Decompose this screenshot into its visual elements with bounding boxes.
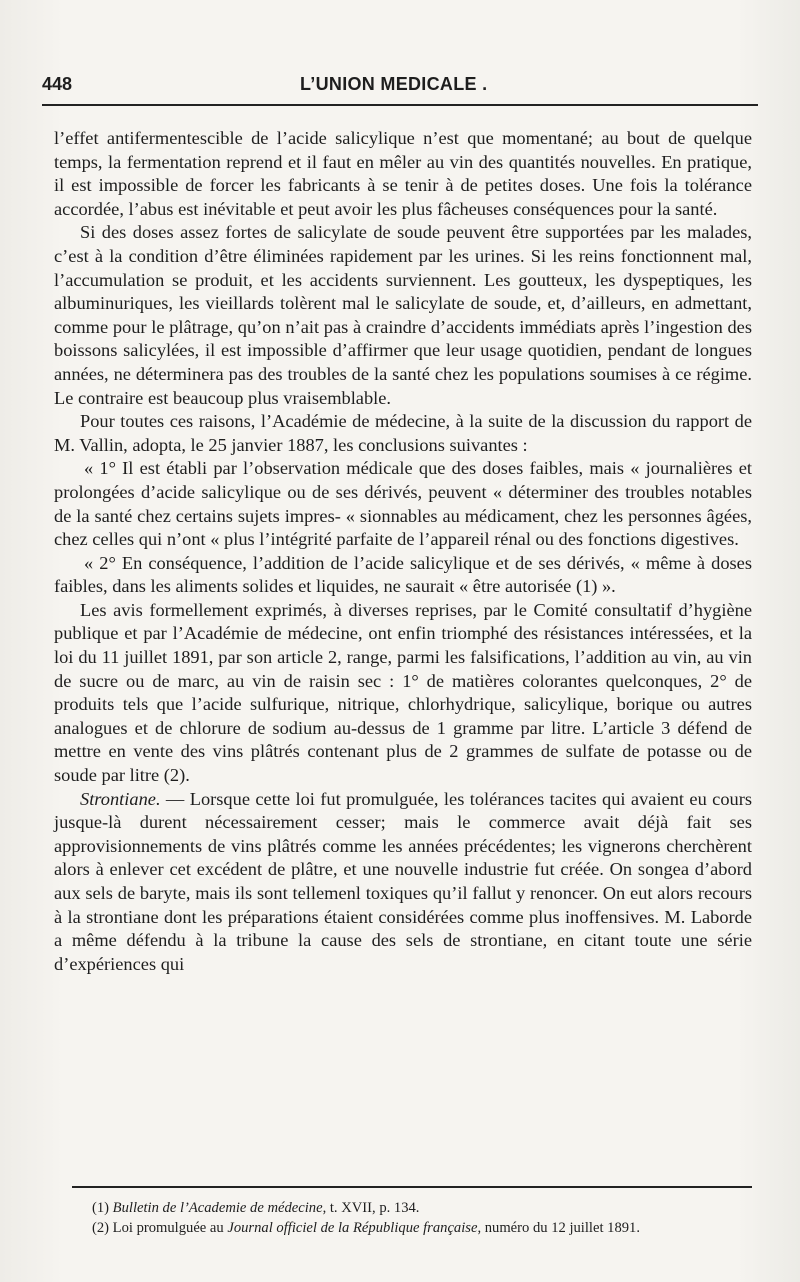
footnote-2-mark: (2) Loi promulguée au [92,1220,228,1236]
body-text [54,127,752,976]
header-rule [42,104,758,106]
paragraph-strontiane-text: — Lorsque cette loi fut promulguée, les tolérances tacites qui avaient eu cours jusque-là durent nécessairement cesser; mais le commerce avait déjà fait ses approvisionnements de vins plâtrés comme les années précédentes; les vignerons cherchèrent alors à enlever cet excédent de plâtre, et une nouvelle industrie fut créée. On songea d’abord aux sels de baryte, mais ils sont tellemenl toxiques qu’il fallut y renoncer. On eut alors recours à la strontiane dont les préparations étaient considérées comme plus inoffensives. M. Laborde a même défendu à la tribune la cause des sels de strontiane, en citant toute une série d’expériences qui [54,788,752,974]
footnote-1 [70,1198,756,1218]
page-number: 448 [42,74,73,94]
section-heading-strontiane: Strontiane. [80,788,161,809]
paragraph-1: l’effet antifermentescible de l’acide salicylique n’est que momentané; au bout de quelque temps, la fermentation reprend et il faut en mêler au vin des quantités nouvelles. En pratique, il est impossible de forcer les fabricants à se tenir à de petites doses. Une fois la tolérance accordée, l’abus est inévitable et peut avoir les plus fâcheuses conséquences pour la santé. [54,128,752,219]
paragraph-2: Si des doses assez fortes de salicylate de soude peuvent être supportées par les malades, c’est à la condition d’être éliminées rapidement par les urines. Si les reins fonctionnent mal, l’accumulation se produit, et les accidents surviennent. Les goutteux, les dyspeptiques, les albuminuriques, les vieillards tolèrent mal le salicylate de soude, et, d’ailleurs, en admettant, comme pour le plâtrage, qu’on n’ait pas à craindre d’accidents immédiats après l’ingestion des boissons salicylées, il est impossible d’affirmer que leur usage quotidien, pendant de longues années, ne déterminera pas des troubles de la santé chez les populations soumises à ce régime. Le contraire est beaucoup plus vraisemblable. [54,222,752,408]
paragraph-law: Les avis formellement exprimés, à diverses reprises, par le Comité consultatif d’hygiène publique et par l’Académie de médecine, ont enfin triomphé des résistances intéressées, et la loi du 11 juillet 1891, par son article 2, range, parmi les falsifications, l’addition au vin, au vin de sucre ou de marc, au vin de raisin sec : 1° de matières colorantes quelconques, 2° de produits tels que l’acide sulfurique, nitrique, chlorhydrique, salicylique, borique ou autres analogues et de chlorure de sodium au-dessus de 1 gramme par litre. L’article 3 défend de mettre en vente des vins plâtrés contenant plus de 2 grammes de sulfate de potasse ou de soude par litre (2). [54,599,752,786]
quote-conclusion-1: « 1° Il est établi par l’observation médicale que des doses faibles, mais « journalières et prolongées d’acide salicylique ou de ses dérivés, peuvent « déterminer des troubles notables de la santé chez certains sujets impres- « sionnables au médicament, chez les personnes âgées, chez celles qui n’ont « plus l’intégrité parfaite de l’appareil rénal ou des fonctions digestives. [54,458,752,550]
footnote-2-title: Journal officiel de la République française [227,1220,478,1236]
footnote-2-rest: , numéro du 12 juillet 1891. [477,1220,640,1236]
footnote-1-title: Bulletin de l’Academie de médecine [112,1200,323,1216]
paragraph-strontiane [54,788,752,977]
paragraph-3: Pour toutes ces raisons, l’Académie de médecine, à la suite de la discussion du rapport de M. Vallin, adopta, le 25 janvier 1887, les conclusions suivantes : [54,411,752,455]
footnote-2 [70,1218,756,1238]
footnotes [70,1198,756,1238]
quote-conclusion-2: « 2° En conséquence, l’addition de l’acide salicylique et de ses dérivés, « même à doses faibles, dans les aliments solides et liquides, ne saurait « être autorisée (1) ». [54,552,752,597]
footnote-1-rest: , t. XVII, p. 134. [322,1200,420,1216]
running-title: L’UNION MEDICALE . [300,74,488,94]
footnote-1-mark: (1) [92,1200,113,1216]
footnote-rule [72,1186,752,1188]
page-header [42,74,758,104]
